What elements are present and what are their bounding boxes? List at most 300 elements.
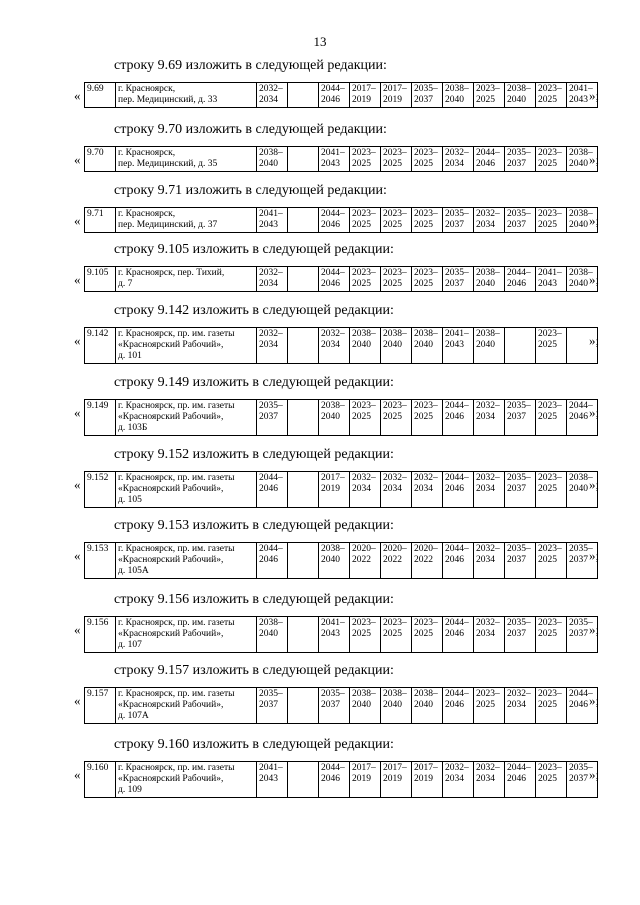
page-number: 13 xyxy=(313,34,327,49)
period-start: 2023– xyxy=(383,401,407,411)
period-cell xyxy=(288,543,319,579)
period-start: 2044– xyxy=(321,268,345,278)
period-cell xyxy=(257,267,288,292)
period-end: 2046 xyxy=(445,555,464,565)
period-end: 2025 xyxy=(538,412,557,422)
period-start xyxy=(290,689,316,700)
period-cell xyxy=(474,472,505,508)
address-line: д. 107 xyxy=(118,640,142,650)
period-start: 2038– xyxy=(414,329,438,339)
period-end: 2037 xyxy=(507,555,526,565)
period-cell xyxy=(412,472,443,508)
period-start: 2041– xyxy=(321,148,345,158)
closing-quote: »; xyxy=(589,477,600,492)
period-start: 2023– xyxy=(476,689,500,699)
period-cell xyxy=(536,267,567,292)
period-start: 2041– xyxy=(259,763,283,773)
period-end: 2046 xyxy=(321,95,340,105)
address-line: д. 7 xyxy=(118,279,133,289)
table-row xyxy=(85,400,598,436)
amendment-heading: строку 9.153 изложить в следующей редакции: xyxy=(114,518,394,533)
period-cell xyxy=(319,83,350,108)
period-start: 2041– xyxy=(259,209,283,219)
address-line: д. 105 xyxy=(118,495,142,505)
period-start: 2038– xyxy=(569,209,593,219)
period-end: 2040 xyxy=(476,279,495,289)
period-start: 2023– xyxy=(383,618,407,628)
period-start: 2044– xyxy=(445,401,469,411)
row-number-cell: 9.157 xyxy=(85,688,116,724)
period-cell xyxy=(474,543,505,579)
period-start: 2038– xyxy=(352,329,376,339)
period-start: 2038– xyxy=(321,401,345,411)
period-end: 2025 xyxy=(476,700,495,710)
period-end: 2019 xyxy=(383,95,402,105)
row-number-cell: 9.152 xyxy=(85,472,116,508)
period-start xyxy=(290,544,316,555)
period-start: 2035– xyxy=(507,401,531,411)
address-line: «Красноярский Рабочий», xyxy=(118,340,224,350)
period-start: 2038– xyxy=(414,689,438,699)
period-cell xyxy=(288,400,319,436)
period-end: 2046 xyxy=(445,484,464,494)
period-end: 2025 xyxy=(538,484,557,494)
period-end: 2034 xyxy=(476,412,495,422)
period-end: 2043 xyxy=(259,220,278,230)
period-end: 2040 xyxy=(569,484,588,494)
period-end: 2025 xyxy=(476,95,495,105)
period-cell xyxy=(505,83,536,108)
period-start: 2023– xyxy=(538,401,562,411)
address-cell xyxy=(116,472,257,508)
closing-quote: »; xyxy=(589,622,600,637)
period-cell xyxy=(412,83,443,108)
table-row xyxy=(85,328,598,364)
amendment-table xyxy=(84,82,598,108)
closing-quote: »; xyxy=(589,693,600,708)
period-cell xyxy=(350,688,381,724)
period-cell xyxy=(412,147,443,172)
period-end: 2037 xyxy=(569,555,588,565)
period-end: 2025 xyxy=(352,629,371,639)
period-end: 2025 xyxy=(352,159,371,169)
address-line: пер. Медицинский, д. 37 xyxy=(118,220,218,230)
amendment-table xyxy=(84,266,598,292)
period-start: 2023– xyxy=(414,209,438,219)
period-cell xyxy=(381,83,412,108)
period-cell xyxy=(536,543,567,579)
period-cell xyxy=(505,267,536,292)
period-end: 2046 xyxy=(321,279,340,289)
period-end: 2034 xyxy=(259,340,278,350)
period-cell xyxy=(350,267,381,292)
period-start: 2044– xyxy=(259,544,283,554)
period-cell xyxy=(443,400,474,436)
period-end: 2043 xyxy=(321,629,340,639)
period-start: 2035– xyxy=(259,401,283,411)
period-cell xyxy=(381,762,412,798)
period-cell xyxy=(350,147,381,172)
period-start: 2044– xyxy=(507,763,531,773)
period-cell xyxy=(536,617,567,653)
period-start: 2023– xyxy=(414,618,438,628)
period-cell xyxy=(350,543,381,579)
period-end: 2040 xyxy=(259,159,278,169)
address-line: г. Красноярск, пр. им. газеты xyxy=(118,473,235,483)
period-end: 2043 xyxy=(569,95,588,105)
period-start: 2020– xyxy=(383,544,407,554)
period-start: 2023– xyxy=(538,763,562,773)
period-cell xyxy=(288,762,319,798)
period-cell xyxy=(536,472,567,508)
closing-quote: »; xyxy=(589,152,600,167)
period-start xyxy=(290,268,316,279)
closing-quote: »; xyxy=(589,272,600,287)
period-cell xyxy=(474,147,505,172)
period-end: 2034 xyxy=(476,220,495,230)
period-end xyxy=(290,555,316,566)
period-start: 2023– xyxy=(383,148,407,158)
period-start: 2038– xyxy=(569,268,593,278)
period-end: 2037 xyxy=(259,412,278,422)
amendment-table xyxy=(84,399,598,436)
period-end: 2034 xyxy=(476,629,495,639)
period-start xyxy=(290,618,316,629)
period-start: 2035– xyxy=(414,84,438,94)
period-end: 2037 xyxy=(507,484,526,494)
period-end: 2034 xyxy=(414,484,433,494)
address-cell xyxy=(116,208,257,233)
period-cell xyxy=(381,617,412,653)
address-cell xyxy=(116,147,257,172)
period-start: 2035– xyxy=(259,689,283,699)
period-cell xyxy=(381,688,412,724)
period-start: 2023– xyxy=(352,148,376,158)
period-start: 2032– xyxy=(414,473,438,483)
period-start: 2044– xyxy=(445,618,469,628)
closing-quote: »; xyxy=(589,548,600,563)
amendment-heading: строку 9.71 изложить в следующей редакции: xyxy=(114,183,387,198)
period-cell xyxy=(536,762,567,798)
period-start: 2035– xyxy=(507,148,531,158)
period-end: 2025 xyxy=(352,220,371,230)
period-end: 2040 xyxy=(321,555,340,565)
period-start: 2038– xyxy=(476,268,500,278)
amendment-heading: строку 9.69 изложить в следующей редакции: xyxy=(114,58,387,73)
address-cell xyxy=(116,400,257,436)
period-start: 2032– xyxy=(507,689,531,699)
address-line: пер. Медицинский, д. 35 xyxy=(118,159,218,169)
period-start: 2041– xyxy=(569,84,593,94)
period-cell xyxy=(288,328,319,364)
period-start: 2041– xyxy=(445,329,469,339)
period-cell xyxy=(288,208,319,233)
period-cell xyxy=(257,400,288,436)
period-end: 2025 xyxy=(538,774,557,784)
period-start: 2038– xyxy=(569,473,593,483)
period-cell xyxy=(257,472,288,508)
period-end: 2040 xyxy=(569,220,588,230)
amendment-table xyxy=(84,146,598,172)
period-end xyxy=(290,220,316,231)
opening-quote: « xyxy=(74,693,81,708)
address-cell xyxy=(116,762,257,798)
period-cell xyxy=(257,147,288,172)
period-start: 2038– xyxy=(569,148,593,158)
period-end: 2034 xyxy=(259,95,278,105)
period-start: 2032– xyxy=(259,329,283,339)
period-start: 2038– xyxy=(445,84,469,94)
address-line: г. Красноярск, пр. им. газеты xyxy=(118,329,235,339)
period-start: 2041– xyxy=(538,268,562,278)
period-end: 2025 xyxy=(538,159,557,169)
period-start: 2044– xyxy=(321,209,345,219)
period-end: 2040 xyxy=(352,700,371,710)
row-number-cell: 9.142 xyxy=(85,328,116,364)
period-start xyxy=(507,329,533,340)
opening-quote: « xyxy=(74,333,81,348)
period-cell xyxy=(474,400,505,436)
period-end: 2046 xyxy=(445,629,464,639)
period-end: 2034 xyxy=(476,774,495,784)
period-start: 2032– xyxy=(476,473,500,483)
period-cell xyxy=(443,762,474,798)
closing-quote: »; xyxy=(589,405,600,420)
period-cell xyxy=(443,328,474,364)
address-line: г. Красноярск, пр. им. газеты xyxy=(118,763,235,773)
period-end: 2025 xyxy=(414,629,433,639)
period-cell xyxy=(319,688,350,724)
period-cell xyxy=(443,472,474,508)
row-number-cell: 9.105 xyxy=(85,267,116,292)
period-cell xyxy=(319,267,350,292)
period-start: 2023– xyxy=(538,148,562,158)
opening-quote: « xyxy=(74,767,81,782)
period-end xyxy=(290,700,316,711)
period-end xyxy=(290,629,316,640)
period-cell xyxy=(257,328,288,364)
period-start: 2023– xyxy=(538,84,562,94)
period-cell xyxy=(443,83,474,108)
period-start: 2038– xyxy=(352,689,376,699)
period-start: 2044– xyxy=(569,689,593,699)
address-line: «Красноярский Рабочий», xyxy=(118,555,224,565)
period-end: 2025 xyxy=(383,220,402,230)
period-end: 2025 xyxy=(538,700,557,710)
period-cell xyxy=(412,400,443,436)
period-cell xyxy=(505,328,536,364)
period-cell xyxy=(474,83,505,108)
period-end: 2025 xyxy=(414,159,433,169)
period-cell xyxy=(412,267,443,292)
period-end: 2022 xyxy=(383,555,402,565)
opening-quote: « xyxy=(74,548,81,563)
address-line: д. 101 xyxy=(118,351,142,361)
period-cell xyxy=(412,688,443,724)
period-start xyxy=(290,148,316,159)
period-end: 2025 xyxy=(414,412,433,422)
period-cell xyxy=(412,762,443,798)
period-end: 2019 xyxy=(352,774,371,784)
amendment-heading: строку 9.105 изложить в следующей редакции: xyxy=(114,242,394,257)
period-cell xyxy=(257,762,288,798)
period-cell xyxy=(319,762,350,798)
period-start: 2017– xyxy=(383,763,407,773)
amendment-table xyxy=(84,761,598,798)
period-start: 2023– xyxy=(538,544,562,554)
period-cell xyxy=(443,208,474,233)
opening-quote: « xyxy=(74,213,81,228)
period-end: 2025 xyxy=(414,279,433,289)
period-start: 2017– xyxy=(352,763,376,773)
address-line: г. Красноярск, пр. им. газеты xyxy=(118,618,235,628)
address-line: г. Красноярск, xyxy=(118,84,176,94)
period-start: 2032– xyxy=(352,473,376,483)
period-end xyxy=(290,159,316,170)
period-cell xyxy=(505,617,536,653)
period-start: 2032– xyxy=(476,544,500,554)
address-line: «Красноярский Рабочий», xyxy=(118,412,224,422)
period-start: 2032– xyxy=(476,209,500,219)
address-line: г. Красноярск, xyxy=(118,148,176,158)
period-cell xyxy=(474,617,505,653)
address-line: «Красноярский Рабочий», xyxy=(118,700,224,710)
period-start: 2038– xyxy=(259,148,283,158)
period-start xyxy=(290,209,316,220)
amendment-heading: строку 9.157 изложить в следующей редакции: xyxy=(114,663,394,678)
period-start xyxy=(290,84,316,95)
table-row xyxy=(85,83,598,108)
period-end: 2034 xyxy=(383,484,402,494)
amendment-table xyxy=(84,616,598,653)
period-cell xyxy=(505,762,536,798)
period-start: 2032– xyxy=(383,473,407,483)
period-start: 2017– xyxy=(321,473,345,483)
period-start: 2035– xyxy=(321,689,345,699)
period-cell xyxy=(288,617,319,653)
period-cell xyxy=(381,208,412,233)
amendment-table xyxy=(84,471,598,508)
period-end: 2037 xyxy=(321,700,340,710)
period-cell xyxy=(257,83,288,108)
period-end xyxy=(290,412,316,423)
period-cell xyxy=(412,543,443,579)
period-cell xyxy=(257,543,288,579)
opening-quote: « xyxy=(74,622,81,637)
period-cell xyxy=(536,147,567,172)
period-cell xyxy=(474,762,505,798)
period-start: 2032– xyxy=(476,401,500,411)
period-end xyxy=(290,340,316,351)
period-end: 2037 xyxy=(569,629,588,639)
period-end: 2040 xyxy=(569,279,588,289)
period-end: 2025 xyxy=(538,555,557,565)
amendment-heading: строку 9.156 изложить в следующей редакции: xyxy=(114,592,394,607)
period-start: 2038– xyxy=(507,84,531,94)
table-row xyxy=(85,147,598,172)
period-start: 2017– xyxy=(383,84,407,94)
period-start: 2023– xyxy=(414,148,438,158)
period-cell xyxy=(443,617,474,653)
period-cell xyxy=(536,83,567,108)
address-cell xyxy=(116,617,257,653)
period-cell xyxy=(536,688,567,724)
period-start: 2035– xyxy=(569,544,593,554)
amendment-table xyxy=(84,687,598,724)
address-cell xyxy=(116,83,257,108)
period-cell xyxy=(319,208,350,233)
closing-quote: »; xyxy=(589,767,600,782)
period-end: 2040 xyxy=(507,95,526,105)
period-cell xyxy=(288,688,319,724)
period-cell xyxy=(381,328,412,364)
period-end: 2043 xyxy=(321,159,340,169)
address-cell xyxy=(116,267,257,292)
period-end: 2043 xyxy=(538,279,557,289)
period-start: 2023– xyxy=(538,329,562,339)
period-cell xyxy=(257,688,288,724)
period-end xyxy=(290,774,316,785)
period-start: 2017– xyxy=(414,763,438,773)
period-end: 2019 xyxy=(414,774,433,784)
period-end: 2037 xyxy=(569,774,588,784)
period-start: 2023– xyxy=(538,473,562,483)
period-start xyxy=(290,763,316,774)
period-start: 2044– xyxy=(445,544,469,554)
table-row xyxy=(85,617,598,653)
period-cell xyxy=(505,147,536,172)
period-end: 2025 xyxy=(538,95,557,105)
period-start: 2044– xyxy=(259,473,283,483)
period-end: 2046 xyxy=(476,159,495,169)
row-number-cell: 9.156 xyxy=(85,617,116,653)
period-start: 2023– xyxy=(383,268,407,278)
period-end: 2040 xyxy=(383,340,402,350)
period-cell xyxy=(536,208,567,233)
row-number-cell: 9.160 xyxy=(85,762,116,798)
amendment-table xyxy=(84,542,598,579)
period-cell xyxy=(288,267,319,292)
period-cell xyxy=(319,400,350,436)
address-line: «Красноярский Рабочий», xyxy=(118,484,224,494)
opening-quote: « xyxy=(74,272,81,287)
period-end: 2025 xyxy=(352,412,371,422)
period-cell xyxy=(505,688,536,724)
period-cell xyxy=(505,472,536,508)
table-row xyxy=(85,762,598,798)
amendment-table xyxy=(84,327,598,364)
period-cell xyxy=(536,328,567,364)
period-end: 2043 xyxy=(259,774,278,784)
row-number-cell: 9.149 xyxy=(85,400,116,436)
period-end xyxy=(290,279,316,290)
period-start: 2032– xyxy=(445,148,469,158)
period-end: 2037 xyxy=(414,95,433,105)
period-end: 2040 xyxy=(445,95,464,105)
period-start: 2038– xyxy=(383,689,407,699)
period-cell xyxy=(412,208,443,233)
period-end: 2019 xyxy=(321,484,340,494)
period-end: 2037 xyxy=(445,220,464,230)
period-cell xyxy=(288,472,319,508)
period-end: 2046 xyxy=(507,279,526,289)
address-line: г. Красноярск, пр. им. газеты xyxy=(118,401,235,411)
period-end: 2034 xyxy=(445,159,464,169)
period-end xyxy=(290,95,316,106)
period-cell xyxy=(381,267,412,292)
period-start: 2035– xyxy=(507,209,531,219)
period-cell xyxy=(443,267,474,292)
